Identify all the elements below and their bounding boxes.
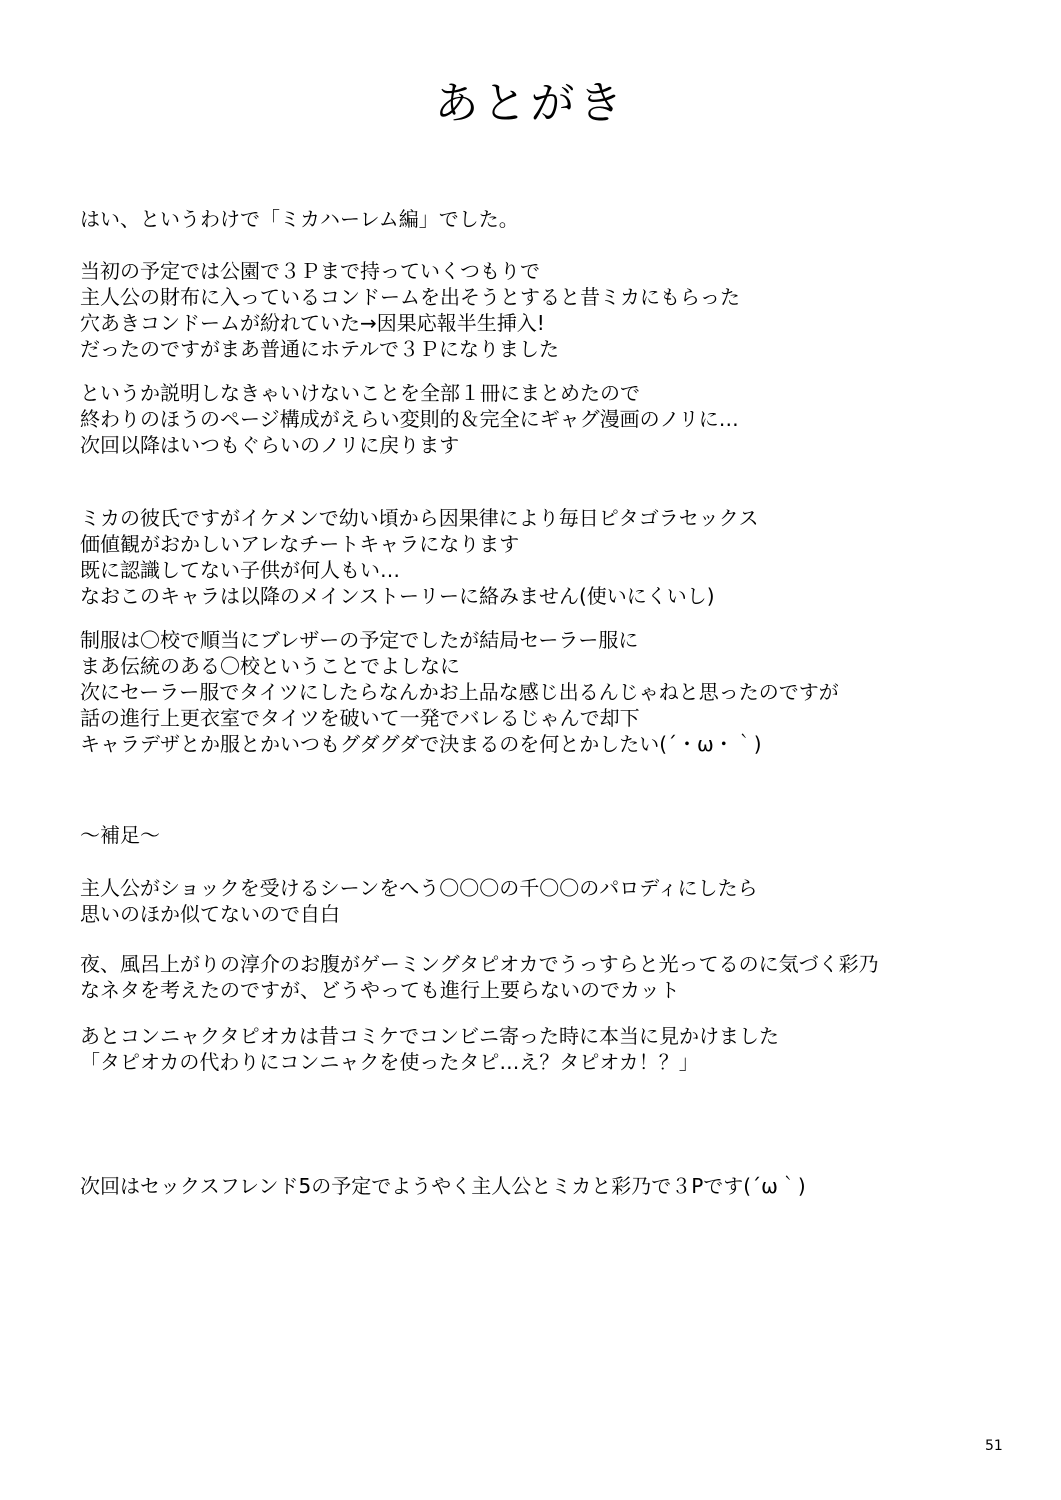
text-line: というか説明しなきゃいけないことを全部１冊にまとめたので xyxy=(80,381,640,405)
text-line: 価値観がおかしいアレなチートキャラになります xyxy=(80,532,520,556)
text-line: 既に認識してない子供が何人もい… xyxy=(80,558,400,582)
text-line: ミカの彼氏ですがイケメンで幼い頃から因果律により毎日ピタゴラセックス xyxy=(80,506,759,530)
paragraph-2 xyxy=(80,258,1000,362)
text-line: 主人公がショックを受けるシーンをへう〇〇〇の千〇〇のパロディにしたら xyxy=(80,876,758,900)
text-line: 次回はセックスフレンド5の予定でようやく主人公とミカと彩乃で３Pです(´ω｀) xyxy=(80,1174,806,1198)
paragraph-6 xyxy=(80,875,1000,927)
text-line: ～補足～ xyxy=(80,823,160,847)
supplement-heading xyxy=(80,822,1000,848)
text-line: まあ伝統のある〇校ということでよしなに xyxy=(80,654,460,678)
paragraph-1 xyxy=(80,206,1000,232)
text-line: 穴あきコンドームが紛れていた→因果応報半生挿入! xyxy=(80,311,545,335)
page-title: あとがき xyxy=(434,78,627,129)
text-line: 夜、風呂上がりの淳介のお腹がゲーミングタピオカでうっすらと光ってるのに気づく彩乃 xyxy=(80,952,879,976)
paragraph-7 xyxy=(80,951,1000,1003)
text-line: 制服は〇校で順当にブレザーの予定でしたが結局セーラー服に xyxy=(80,628,639,652)
text-line: 「タピオカの代わりにコンニャクを使ったタピ…え？タピオカ！？」 xyxy=(80,1050,699,1074)
paragraph-3 xyxy=(80,380,1000,458)
paragraph-5 xyxy=(80,627,1000,757)
text-line: 思いのほか似てないので自白 xyxy=(80,902,340,926)
text-line: あとコンニャクタピオカは昔コミケでコンビニ寄った時に本当に見かけました xyxy=(80,1024,779,1048)
text-line: 当初の予定では公園で３Ｐまで持っていくつもりで xyxy=(80,259,540,283)
paragraph-4 xyxy=(80,505,1000,609)
text-line: なネタを考えたのですが、どうやっても進行上要らないのでカット xyxy=(80,978,680,1002)
text-line: 次にセーラー服でタイツにしたらなんかお上品な感じ出るんじゃねと思ったのですが xyxy=(80,680,839,704)
text-line: なおこのキャラは以降のメインストーリーに絡みません(使いにくいし) xyxy=(80,584,715,608)
text-line: 話の進行上更衣室でタイツを破いて一発でバレるじゃんで却下 xyxy=(80,706,640,730)
paragraph-9 xyxy=(80,1173,1000,1199)
text-line: はい、というわけで「ミカハーレム編」でした。 xyxy=(80,207,519,231)
text-line: 終わりのほうのページ構成がえらい変則的＆完全にギャグ漫画のノリに… xyxy=(80,407,739,431)
page-number: 51 xyxy=(985,1438,1003,1454)
paragraph-8 xyxy=(80,1023,1000,1075)
text-line: 主人公の財布に入っているコンドームを出そうとすると昔ミカにもらった xyxy=(80,285,740,309)
text-line: キャラデザとか服とかいつもグダグダで決まるのを何とかしたい(´・ω・｀) xyxy=(80,732,762,756)
text-line: だったのですがまあ普通にホテルで３Ｐになりました xyxy=(80,337,559,361)
text-line: 次回以降はいつもぐらいのノリに戻ります xyxy=(80,433,460,457)
